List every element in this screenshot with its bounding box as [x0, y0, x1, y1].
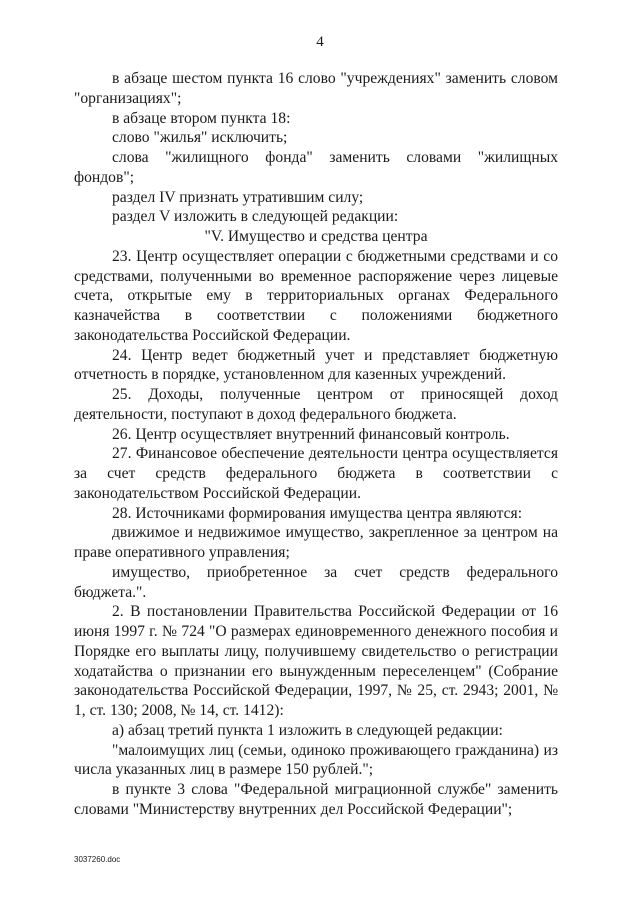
paragraph: раздел V изложить в следующей редакции:: [112, 208, 399, 226]
paragraph: имущество, приобретенное за счет средств федерального бюджета.".: [74, 563, 558, 601]
paragraph: 2. В постановлении Правительства Российской Федерации от 16 июня 1997 г. № 724 "О размерах единовременного денежного пособия и Порядке его выплаты лицу, получившему свидетельство о регистрации ходатайства о признании его вынужденным переселенцем" (Собрание законодательства Российской Федерации, 1997, № 25, ст. 2943; 2001, № 1, ст. 130; 2008, № 14, ст. 1412):: [74, 603, 558, 719]
section-heading: "V. Имущество и средства центра: [204, 228, 428, 245]
paragraph: 25. Доходы, полученные центром от приносящей доход деятельности, поступают в доход федерального бюджета.: [74, 386, 558, 423]
paragraph: слово "жилья" исключить;: [112, 129, 288, 147]
paragraph: 26. Центр осуществляет внутренний финансовый контроль.: [112, 425, 510, 443]
paragraph: 23. Центр осуществляет операции с бюджетными средствами и со средствами, полученными во временное распоряжение через лицевые счета, открытые ему в территориальных органах Федерального казначейства в соответствии с положениями бюджетного законодательства Российской Федерации.: [74, 247, 558, 344]
paragraph: 28. Источниками формирования имущества центра являются:: [112, 504, 523, 522]
document-body: [74, 69, 558, 820]
paragraph: движимое и недвижимое имущество, закрепленное за центром на праве оперативного управления;: [74, 524, 558, 561]
paragraph: "малоимущих лиц (семьи, одиноко проживающего гражданина) из числа указанных лиц в размере 150 рублей.";: [74, 741, 558, 779]
document-filename: 3037260.doc: [74, 855, 121, 864]
paragraph: раздел IV признать утратившим силу;: [112, 188, 364, 206]
page-number: 4: [316, 34, 324, 50]
paragraph: в абзаце шестом пункта 16 слово "учреждениях" заменить словом "организациях";: [74, 70, 558, 107]
paragraph: в пункте 3 слова "Федеральной миграционной службе" заменить словами "Министерству внутренних дел Российской Федерации";: [74, 781, 558, 818]
paragraph: в абзаце втором пункта 18:: [112, 109, 291, 127]
paragraph: слова "жилищного фонда" заменить словами "жилищных фондов";: [74, 149, 558, 186]
paragraph: 27. Финансовое обеспечение деятельности центра осуществляется за счет средств федерального бюджета в соответствии с законодательством Российской Федерации.: [74, 445, 558, 502]
paragraph: а) абзац третий пункта 1 изложить в следующей редакции:: [112, 721, 503, 739]
paragraph: 24. Центр ведет бюджетный учет и представляет бюджетную отчетность в порядке, установленном для казенных учреждений.: [74, 346, 558, 384]
